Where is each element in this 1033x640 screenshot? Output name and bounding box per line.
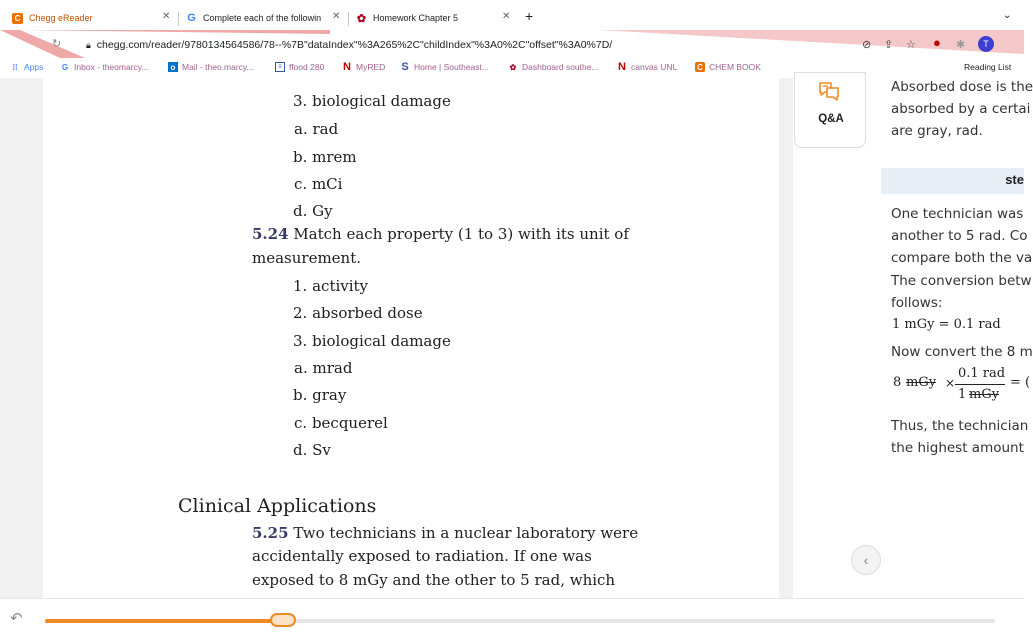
list-item: d. Gy: [293, 202, 333, 220]
close-tab-icon[interactable]: ✕: [162, 11, 171, 22]
bookmark-inbox[interactable]: G Inbox - theomarcy...: [61, 62, 149, 72]
ebook-page: [43, 78, 779, 598]
tab-strip: [0, 0, 1024, 32]
qa-label: Q&A: [818, 113, 844, 125]
back-arrow-icon[interactable]: ↶: [10, 610, 23, 627]
bookmarks-bar: [0, 58, 1024, 78]
reader-margin-left: [0, 78, 43, 598]
solution-text: follows:: [891, 295, 943, 311]
google-icon: G: [61, 62, 69, 72]
tab-separator: [178, 12, 179, 26]
outlook-icon: o: [168, 62, 178, 72]
list-item: c. mCi: [294, 175, 343, 193]
s-icon: S: [401, 61, 409, 73]
list-item: b. mrem: [293, 148, 357, 166]
reading-progress-slider[interactable]: [45, 619, 995, 623]
solution-text: absorbed by a certai: [891, 101, 1031, 117]
chegg-icon: C: [12, 13, 23, 24]
new-tab-button[interactable]: +: [525, 8, 534, 24]
bookmark-southeast[interactable]: S Home | Southeast...: [401, 61, 489, 73]
profile-avatar[interactable]: T: [978, 36, 994, 52]
list-item: a. rad: [294, 120, 339, 138]
bookmark-dashboard[interactable]: ✿ Dashboard southe...: [509, 62, 599, 72]
bookmark-apps[interactable]: ⁞⁞ Apps: [10, 62, 43, 72]
tab-chegg-ereader[interactable]: C Chegg eReader ✕: [12, 6, 177, 30]
progress-fill: [45, 619, 283, 623]
google-icon: G: [187, 12, 196, 24]
address-bar[interactable]: 🔒︎ chegg.com/reader/9780134564586/78--%7B"dataIndex"%3A265%2C"childIndex"%3A0%2C"offset"%3A0%7D/: [86, 39, 613, 51]
list-item: 1. activity: [293, 277, 369, 295]
list-item: d. Sv: [293, 441, 331, 459]
solution-text: Thus, the technician: [891, 418, 1029, 434]
apps-grid-icon: ⁞⁞: [12, 62, 18, 72]
bookmark-myred[interactable]: N MyRED: [343, 61, 386, 73]
seal-icon: ✿: [356, 12, 367, 25]
n-icon: N: [343, 61, 351, 73]
list-item: a. mrad: [294, 359, 353, 377]
question-5-24-cont: measurement.: [252, 249, 362, 267]
bookmark-ffood[interactable]: ≡ ffood 280: [275, 62, 324, 72]
solution-text: the highest amount: [891, 440, 1024, 456]
tracking-off-icon[interactable]: ⊘: [862, 39, 872, 51]
tab-homework-chapter-5[interactable]: ✿ Homework Chapter 5 ✕: [356, 11, 511, 25]
reader-margin-right: [779, 78, 793, 598]
tab-complete-each[interactable]: G Complete each of the followin ✕: [187, 11, 341, 24]
section-heading: Clinical Applications: [178, 495, 377, 517]
list-item: 2. absorbed dose: [293, 304, 423, 322]
solution-text: compare both the va: [891, 250, 1033, 266]
close-tab-icon[interactable]: ✕: [332, 11, 341, 22]
chegg-icon: C: [695, 62, 705, 72]
extensions-puzzle-icon[interactable]: ✱: [956, 39, 966, 51]
doc-icon: ≡: [275, 62, 285, 72]
step-header[interactable]: ste: [881, 168, 1024, 194]
reading-list-button[interactable]: Reading List: [964, 62, 1012, 72]
bookmark-mail[interactable]: o Mail - theo.marcy...: [168, 62, 254, 72]
question-5-25: 5.25 Two technicians in a nuclear laboratory were: [252, 524, 639, 542]
list-item: c. becquerel: [294, 414, 388, 432]
question-5-25-cont: accidentally exposed to radiation. If one was: [252, 547, 592, 565]
solution-text: One technician was: [891, 206, 1024, 222]
seal-icon: ✿: [509, 62, 517, 72]
lock-icon: 🔒︎: [86, 39, 91, 50]
reload-icon[interactable]: ↻: [52, 38, 62, 50]
bookmark-canvas[interactable]: N canvas UNL: [618, 61, 678, 73]
tab-search-chevron-icon[interactable]: ⌄: [1003, 10, 1012, 21]
chat-bubble-icon: [817, 79, 841, 103]
share-icon[interactable]: ⇪: [884, 39, 894, 51]
fraction-bar: [955, 384, 1005, 385]
solution-text: another to 5 rad. Co: [891, 228, 1028, 244]
qa-tab[interactable]: [794, 72, 866, 148]
n-icon: N: [618, 61, 626, 73]
bookmark-chem-book[interactable]: C CHEM BOOK: [695, 62, 761, 72]
equation: 1 mGy = 0.1 rad: [892, 317, 1001, 332]
tab-separator: [348, 12, 349, 26]
solution-text: are gray, rad.: [891, 123, 983, 139]
solution-text: Absorbed dose is the: [891, 79, 1033, 95]
bookmark-star-icon[interactable]: ☆: [906, 39, 916, 51]
list-item: b. gray: [293, 386, 347, 404]
solution-text: Now convert the 8 m: [891, 344, 1033, 360]
question-5-25-cont: exposed to 8 mGy and the other to 5 rad, which: [252, 571, 616, 589]
list-item: 3. biological damage: [293, 332, 451, 350]
collapse-panel-chevron-icon[interactable]: ‹: [851, 545, 881, 575]
progress-thumb[interactable]: [270, 613, 296, 627]
reader-bottom-bar: [0, 598, 1024, 640]
extension-bear-icon[interactable]: ●: [933, 35, 941, 50]
solution-text: The conversion betw: [891, 273, 1032, 289]
list-item: 3. biological damage: [293, 92, 451, 110]
question-5-24: 5.24 Match each property (1 to 3) with its unit of: [252, 225, 629, 243]
close-tab-icon[interactable]: ✕: [502, 11, 511, 22]
